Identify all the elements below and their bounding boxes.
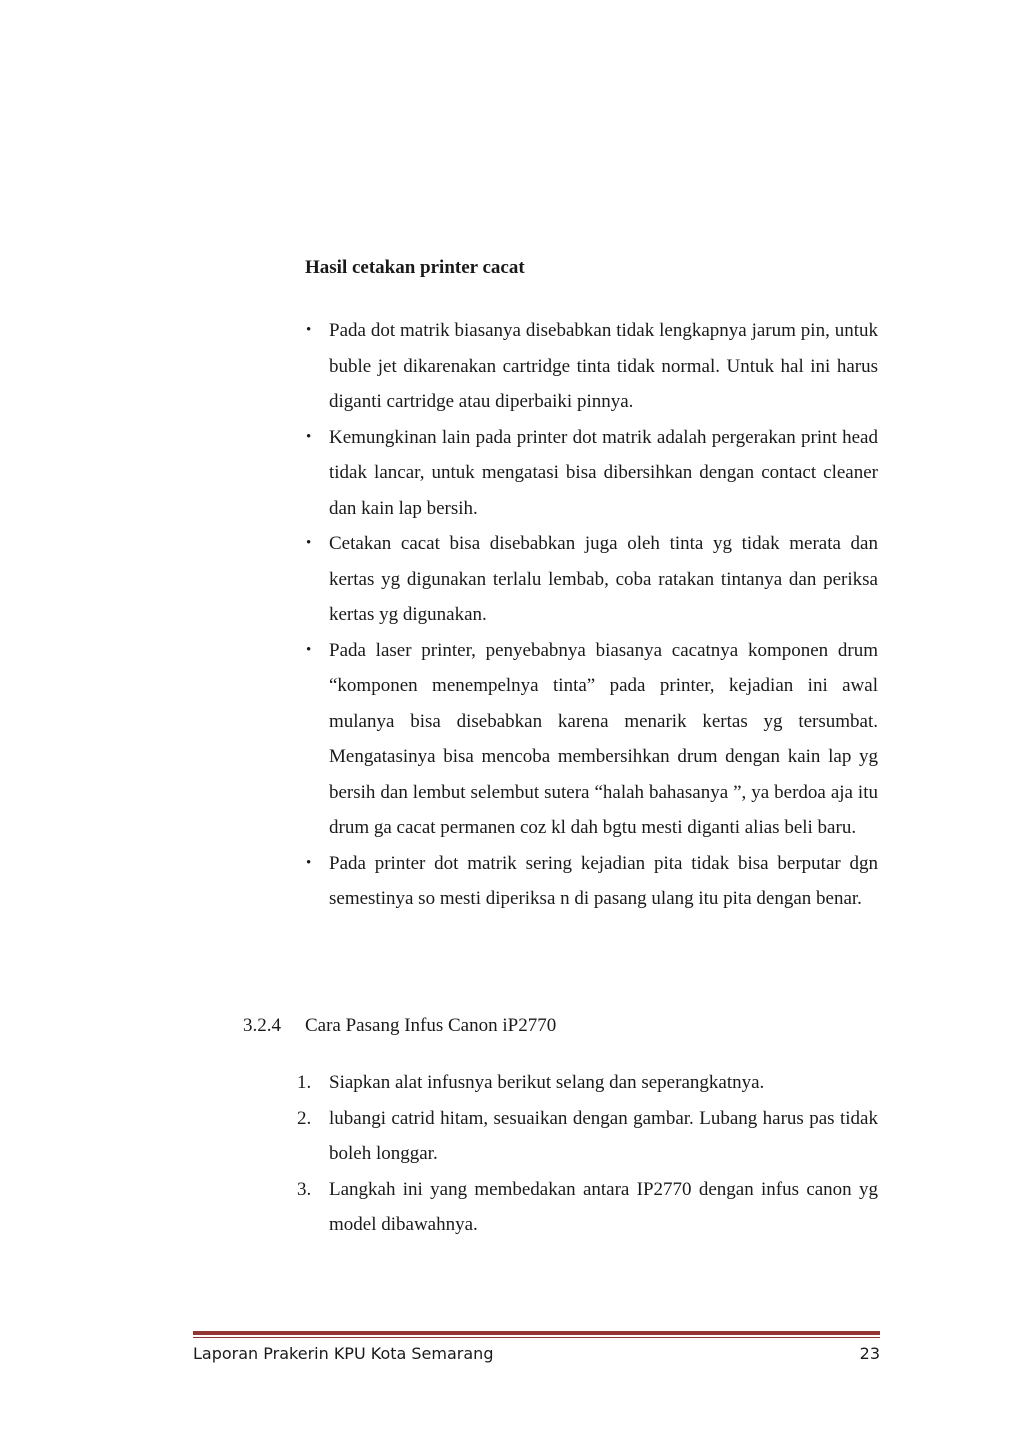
bullet-item [305,420,878,527]
footer-title: Laporan Prakerin KPU Kota Semarang [193,1344,494,1363]
bullet-item [305,633,878,846]
list-item-text: lubangi catrid hitam, sesuaikan dengan gambar. Lubang harus pas tidak boleh longgar. [329,1107,878,1164]
list-item-text: Siapkan alat infusnya berikut selang dan seperangkatnya. [329,1072,765,1093]
list-item [297,1101,878,1172]
bullet-icon: • [306,854,312,871]
bullet-text: Kemungkinan lain pada printer dot matrik adalah pergerakan print head tidak lancar, untuk mengatasi bisa dibersihkan dengan contact cleaner dan kain lap bersih. [329,426,878,519]
list-item [297,1172,878,1243]
numbered-list [297,1065,878,1243]
bullet-icon: • [306,535,312,551]
section-title: Cara Pasang Infus Canon iP2770 [305,1015,557,1036]
list-item [297,1065,878,1101]
footer-divider-thin [193,1337,880,1338]
bullet-text: Pada printer dot matrik sering kejadian pita tidak bisa berputar dgn semestinya so mesti diperiksa n di pasang ulang itu pita dengan benar. [329,852,878,909]
bullet-item [305,526,878,633]
bullet-text: Pada dot matrik biasanya disebabkan tidak lengkapnya jarum pin, untuk buble jet dikarenakan cartridge tinta tidak normal. Untuk hal ini harus diganti cartridge atau diperbaiki pinnya. [329,320,878,412]
bullet-list [305,313,878,917]
page-footer [193,1344,880,1363]
list-item-number: 2. [297,1107,312,1129]
bullet-item [305,846,878,917]
list-item-number: 1. [297,1072,312,1093]
bullet-item [305,313,878,420]
list-item-number: 3. [297,1178,312,1200]
bullet-icon: • [306,322,312,338]
subsection-heading: Hasil cetakan printer cacat [305,257,525,278]
section-heading [243,1015,556,1037]
bullet-text: Pada laser printer, penyebabnya biasanya cacatnya komponen drum “komponen menempelnya tinta” pada printer, kejadian ini awal mulanya bisa disebabkan karena menarik kertas yg tersumbat. Mengatasinya bisa mencoba membersihkan drum dengan kain lap yg bersih dan lembut selembut sutera “halah bahasanya ”, ya berdoa aja itu drum ga cacat permanen coz kl dah bgtu mesti diganti alias beli baru. [329,639,878,838]
section-number: 3.2.4 [243,1015,281,1036]
footer-divider [193,1331,880,1335]
bullet-icon: • [306,428,312,445]
list-item-text: Langkah ini yang membedakan antara IP2770 dengan infus canon yg model dibawahnya. [329,1178,878,1235]
bullet-icon: • [306,641,312,658]
page-number: 23 [859,1344,880,1363]
bullet-text: Cetakan cacat bisa disebabkan juga oleh tinta yg tidak merata dan kertas yg digunakan terlalu lembab, coba ratakan tintanya dan periksa kertas yg digunakan. [329,533,878,625]
